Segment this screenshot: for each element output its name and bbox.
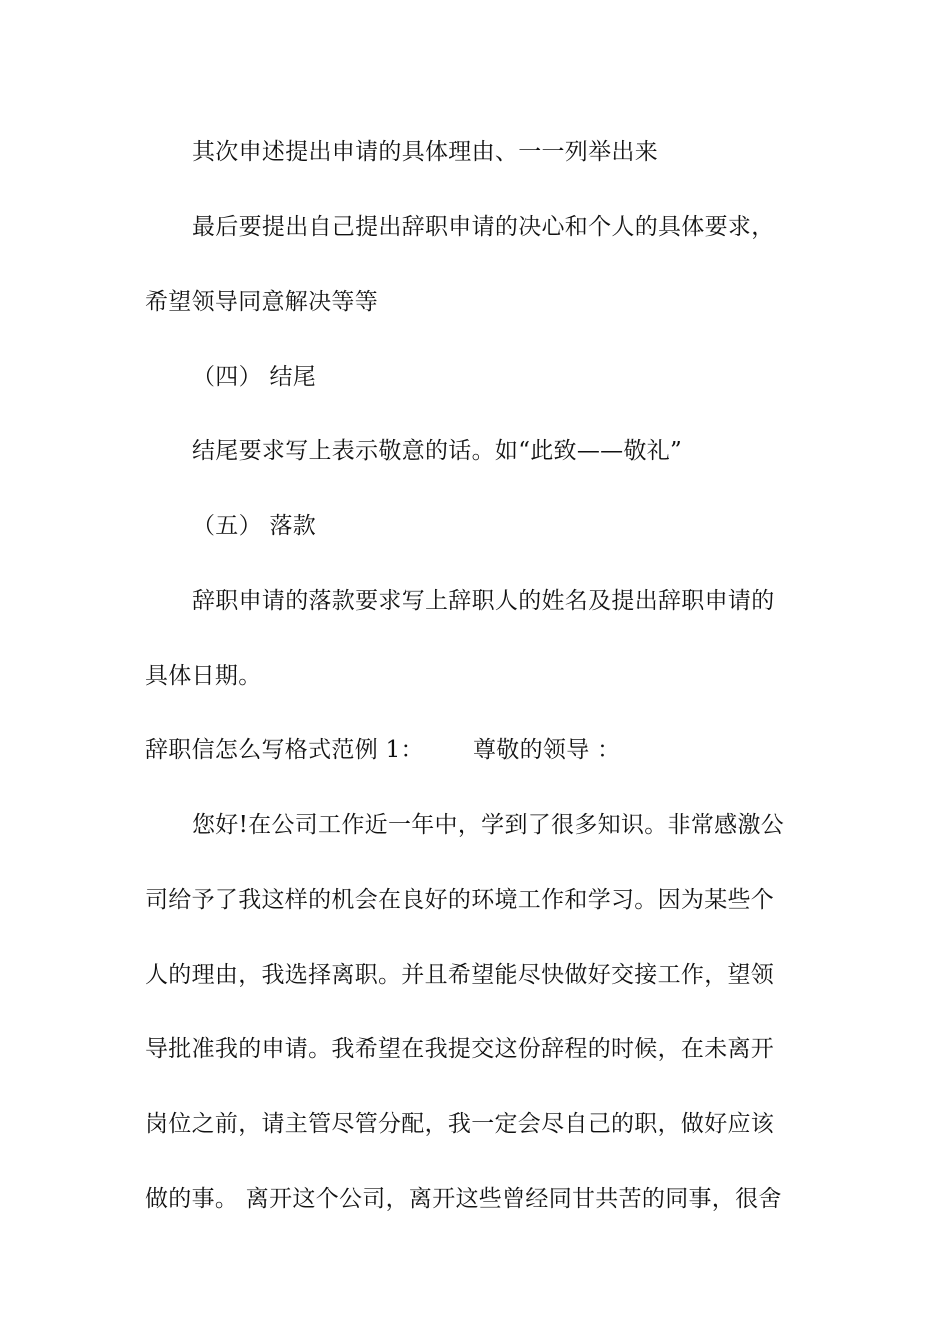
letter-body-line-5: 岗位之前，请主管尽管分配，我一定会尽自己的职，做好应该 <box>145 1111 775 1137</box>
sample-salutation: 尊敬的领导 ： <box>473 737 621 763</box>
paragraph-reasons: 其次申述提出申请的具体理由、一一列举出来 <box>192 139 658 165</box>
letter-body-line-6: 做的事。 离开这个公司，离开这些曾经同甘共苦的同事，很舍 <box>145 1186 782 1212</box>
paragraph-signature-line-1: 辞职申请的落款要求写上辞职人的姓名及提出辞职申请的 <box>192 588 775 614</box>
paragraph-ending: 结尾要求写上表示敬意的话。如“此致——敬礼” <box>192 438 683 464</box>
sample-title: 辞职信怎么写格式范例 1： <box>145 737 424 763</box>
letter-body-line-2: 司给予了我这样的机会在良好的环境工作和学习。因为某些个 <box>145 887 775 913</box>
paragraph-resolve-line-1: 最后要提出自己提出辞职申请的决心和个人的具体要求， <box>192 214 775 240</box>
letter-body-line-4: 导批准我的申请。我希望在我提交这份辞程的时候，在未离开 <box>145 1036 775 1062</box>
letter-body-line-1: 您好!在公司工作近一年中，学到了很多知识。非常感激公 <box>192 812 785 838</box>
letter-body-line-3: 人的理由，我选择离职。并且希望能尽快做好交接工作，望领 <box>145 962 775 988</box>
section-heading-ending: （四） 结尾 <box>192 364 317 390</box>
paragraph-signature-line-2: 具体日期。 <box>145 663 262 689</box>
section-heading-signature: （五） 落款 <box>192 513 317 539</box>
paragraph-resolve-line-2: 希望领导同意解决等等 <box>145 289 378 315</box>
